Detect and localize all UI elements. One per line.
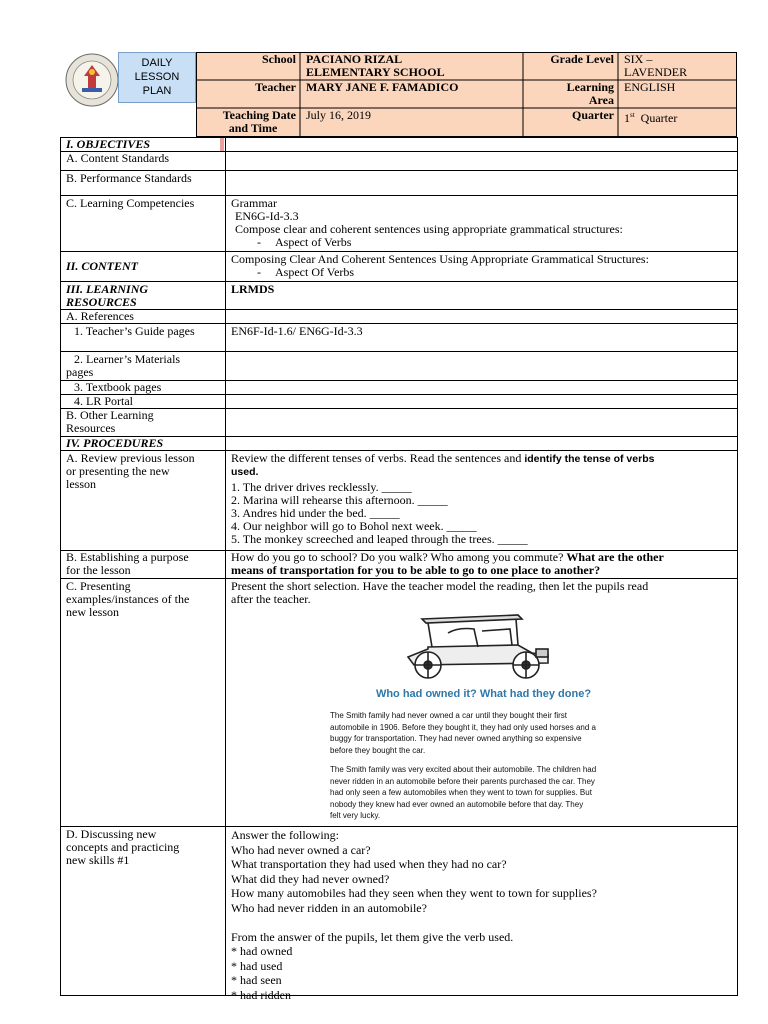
- procedure-b-content: How do you go to school? Do you walk? Who among you commute? What are the other means of transportation for you to be able to go to one place to another?: [231, 550, 664, 577]
- learning-resources-value: LRMDS: [231, 282, 275, 296]
- antique-car-icon: [398, 609, 558, 683]
- story-paragraph-1: The Smith family had never owned a car until they bought their first automobile in 1906. Before they bought it, they had only used horses and a buggy for transportation. They had never owned anything so expensive before they bought the car.: [330, 711, 596, 755]
- verb-item: * had used: [231, 958, 283, 973]
- followup-line: From the answer of the pupils, let them give the verb used.: [231, 929, 514, 944]
- school-label: School: [261, 52, 296, 66]
- procedure-c-content: Present the short selection. Have the teacher model the reading, then let the pupils read after the teacher.: [231, 579, 649, 606]
- review-item: 5. The monkey screeched and leaped through the trees. _____: [231, 532, 528, 546]
- school-value: PACIANO RIZAL ELEMENTARY SCHOOL: [306, 52, 445, 79]
- grade-level-value: SIX – LAVENDER: [624, 52, 688, 79]
- textbook-pages-label: 3. Textbook pages: [74, 380, 162, 394]
- deped-seal: [64, 52, 120, 108]
- teacher-value: MARY JANE F. FAMADICO: [306, 80, 459, 94]
- verb-item: * had ridden: [231, 987, 291, 1002]
- teaching-date-label: Teaching Date and Time: [222, 108, 296, 135]
- question-line: Answer the following:: [231, 828, 339, 842]
- learning-competencies-label: C. Learning Competencies: [66, 196, 195, 210]
- question-line: What did they had never owned?: [231, 871, 390, 886]
- teachers-guide-label: 1. Teacher’s Guide pages: [74, 324, 195, 338]
- question-line: What transportation they had used when they had no car?: [231, 857, 507, 871]
- procedure-d-content: [231, 828, 736, 1002]
- content-standards-label: A. Content Standards: [66, 151, 169, 165]
- procedure-b-label: B. Establishing a purpose for the lesson: [66, 550, 189, 577]
- grade-level-label: Grade Level: [550, 52, 614, 66]
- procedure-c-label: C. Presenting examples/instances of the new lesson: [66, 579, 190, 619]
- quarter-label: Quarter: [572, 108, 614, 122]
- badge-line: DAILY: [141, 57, 173, 69]
- review-item: 1. The driver drives recklessly. _____: [231, 480, 412, 494]
- procedure-a-content: Review the different tenses of verbs. Read the sentences and identify the tense of verbs used. 1. The driver drives recklessly. _____ 2. Marina will rehearse this afternoon. _____ 3. Andres hid under the bed. _____ 4. Our neighbor will go to Bohol next week. _____ 5. The monkey screeched and leaped through the trees. _____: [231, 452, 736, 546]
- aspect-bullet: - Aspect of Verbs: [261, 236, 731, 249]
- content-bullet: - Aspect Of Verbs: [261, 266, 736, 279]
- references-label: A. References: [66, 309, 134, 323]
- procedure-d-label: D. Discussing new concepts and practicing new skills #1: [66, 827, 180, 867]
- objectives-heading: I. OBJECTIVES: [66, 137, 151, 151]
- teaching-date-value: July 16, 2019: [306, 108, 372, 122]
- badge-line: LESSON: [134, 71, 180, 83]
- story-paragraph-2: The Smith family was very excited about their automobile. The children had never ridden in an automobile before their parents purchased the car. They had only seen a few automobiles when they went to town for supplies. But nobody they knew had ever owned an automobile before that day. They felt very lucky.: [330, 765, 597, 820]
- story-title: Who had owned it? What had they done?: [375, 688, 592, 700]
- question-line: Who had never owned a car?: [231, 842, 371, 857]
- procedures-heading: IV. PROCEDURES: [66, 436, 164, 450]
- content-value: Composing Clear And Coherent Sentences Using Appropriate Grammatical Structures: - Aspect Of Verbs: [231, 253, 736, 279]
- teachers-guide-value: EN6F-Id-1.6/ EN6G-Id-3.3: [231, 324, 363, 338]
- review-item: 2. Marina will rehearse this afternoon. _____: [231, 493, 448, 507]
- teacher-label: Teacher: [255, 80, 296, 94]
- learning-area-value: ENGLISH: [624, 80, 676, 94]
- lr-portal-label: 4. LR Portal: [74, 394, 133, 408]
- learning-competencies-value: Grammar EN6G-Id-3.3 Compose clear and coherent sentences using appropriate grammatical structures: - Aspect of Verbs: [231, 197, 731, 249]
- performance-standards-label: B. Performance Standards: [66, 171, 192, 185]
- learners-materials-label: 2. Learner’s Materials pages: [66, 352, 181, 379]
- question-line: Who had never ridden in an automobile?: [231, 900, 427, 915]
- learning-resources-heading: III. LEARNING RESOURCES: [66, 282, 149, 309]
- quarter-value: 1st Quarter: [624, 111, 678, 125]
- content-heading: II. CONTENT: [66, 259, 139, 273]
- verb-item: * had owned: [231, 944, 293, 958]
- daily-lesson-plan-badge: [118, 52, 196, 103]
- question-line: How many automobiles had they seen when they went to town for supplies?: [231, 886, 597, 900]
- review-item: 3. Andres hid under the bed. _____: [231, 506, 400, 520]
- procedure-a-label: A. Review previous lesson or presenting the new lesson: [66, 451, 195, 491]
- badge-line: PLAN: [142, 85, 172, 97]
- review-item: 4. Our neighbor will go to Bohol next week. _____: [231, 519, 477, 533]
- verb-item: * had seen: [231, 973, 282, 987]
- learning-area-label: Learning Area: [566, 80, 614, 107]
- other-resources-label: B. Other Learning Resources: [66, 408, 154, 435]
